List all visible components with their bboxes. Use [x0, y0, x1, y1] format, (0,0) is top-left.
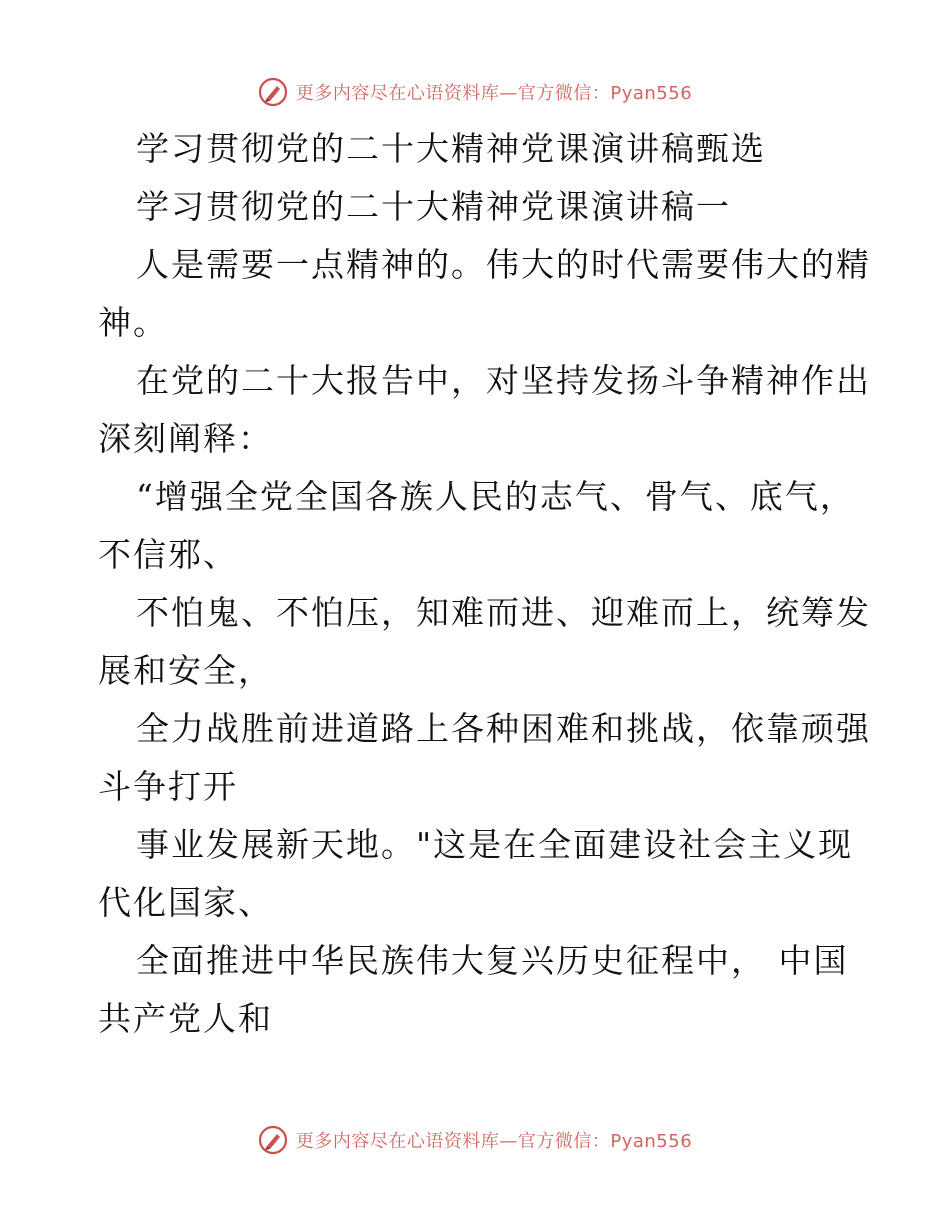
paragraph-line: 斗争打开: [98, 767, 238, 806]
paragraph-line: 展和安全，: [98, 651, 273, 690]
paragraph-line: 不信邪、: [98, 535, 238, 574]
footer-banner: [0, 1120, 950, 1160]
paragraph-line: 全面推进中华民族伟大复兴历史征程中， 中国: [136, 941, 849, 980]
header-banner: [0, 72, 950, 112]
pen-logo-icon: [258, 1125, 288, 1155]
document-subtitle: 学习贯彻党的二十大精神党课演讲稿一: [136, 187, 731, 226]
footer-banner-text: 更多内容尽在心语资料库—官方微信：Pyan556: [295, 1131, 693, 1152]
paragraph-line: 神。: [98, 303, 168, 342]
paragraph-line: 代化国家、: [98, 883, 273, 922]
paragraph-line: 全力战胜前进道路上各种困难和挑战，依靠顽强: [136, 709, 871, 748]
document-title: 学习贯彻党的二十大精神党课演讲稿甄选: [136, 129, 766, 168]
paragraph-line: 在党的二十大报告中，对坚持发扬斗争精神作出: [136, 361, 871, 400]
paragraph-line: 共产党人和: [98, 999, 273, 1038]
paragraph-line: 人是需要一点精神的。伟大的时代需要伟大的精: [136, 245, 871, 284]
document-body: [98, 120, 871, 1048]
paragraph-line: 事业发展新天地。"这是在全面建设社会主义现: [136, 825, 854, 864]
paragraph-line: 深刻阐释：: [98, 419, 273, 458]
paragraph-line: 不怕鬼、不怕压，知难而进、迎难而上，统筹发: [136, 593, 871, 632]
pen-logo-icon: [258, 77, 288, 107]
paragraph-line: “增强全党全国各族人民的志气、骨气、底气，: [136, 477, 855, 516]
header-banner-text: 更多内容尽在心语资料库—官方微信：Pyan556: [295, 83, 693, 104]
